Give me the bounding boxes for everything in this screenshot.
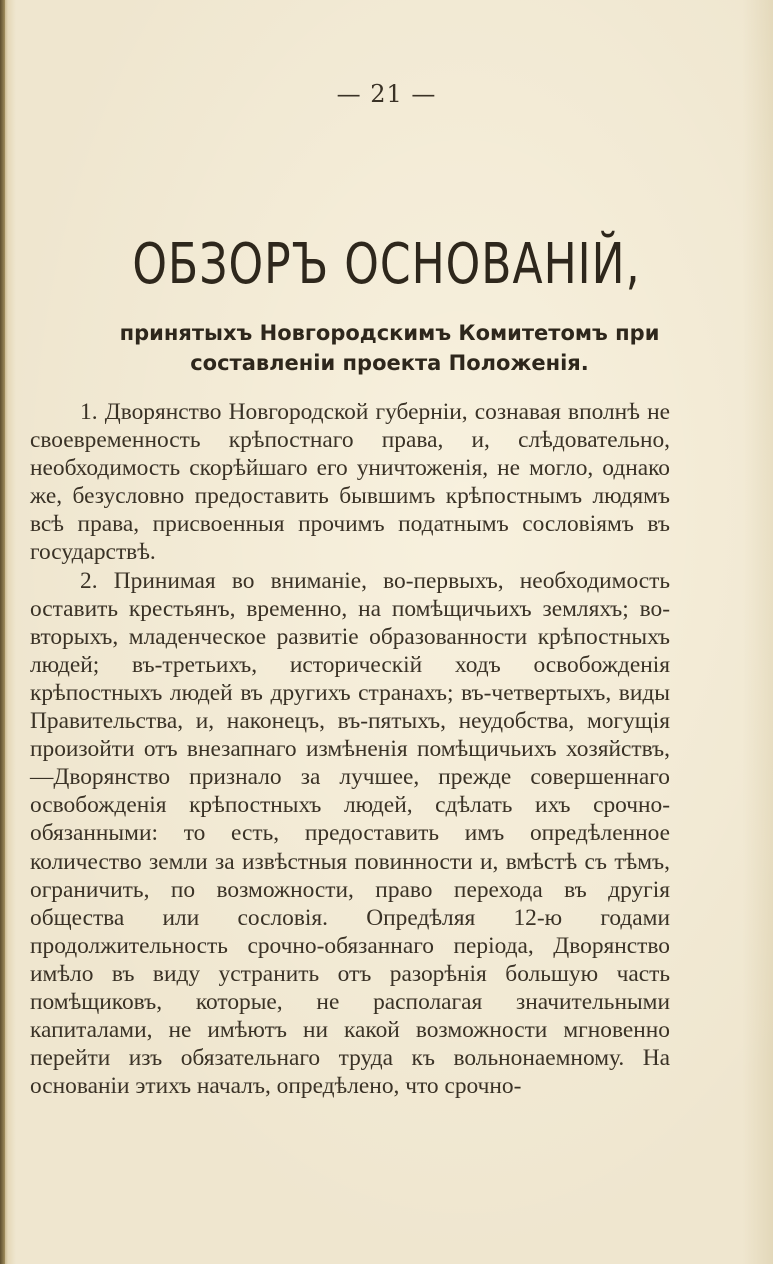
paragraph-1: 1. Дворянство Новгородской губерніи, сознавая вполнѣ не своевременность крѣпостнаго права, и, слѣдовательно, необходимость скорѣйшаго его уничтоженія, не могло, однако же, безусловно предоставить бывшимъ крѣпостнымъ людямъ всѣ права, присвоенныя прочимъ податнымъ сословіямъ въ государствѣ. <box>30 399 670 566</box>
body-text <box>30 398 670 1100</box>
page-number: — 21 — <box>336 80 437 108</box>
page-subtitle: принятыхъ Новгородскимъ Комитетомъ при составленіи проекта Положенія. <box>119 321 660 375</box>
page-title: ОБЗОРЪ ОСНОВАНІЙ, <box>132 232 641 298</box>
paragraph-2: 2. Принимая во вниманіе, во-первыхъ, необходимость оставить крестьянъ, временно, на помѣщичьихъ земляхъ; во-вторыхъ, младенческое развитіе образованности крѣпостныхъ людей; въ-третьихъ, историческій ходъ освобожденія крѣпостныхъ людей въ другихъ странахъ; въ-четвертыхъ, виды Правительства, и, наконецъ, въ-пятыхъ, неудобства, могущія произойти отъ внезапнаго измѣненія помѣщичьихъ хозяйствъ,—Дворянство признало за лучшее, прежде совершеннаго освобожденія крѣпостныхъ людей, сдѣлать ихъ срочно-обязанными: то есть, предоставить имъ опредѣленное количество земли за извѣстныя повинности и, вмѣстѣ съ тѣмъ, ограничить, по возможности, право перехода въ другія общества или сословія. Опредѣляя 12-ю годами продолжительность срочно-обязаннаго періода, Дворянство имѣло въ виду устранить отъ разорѣнія большую часть помѣщиковъ, которые, не располагая значительными капиталами, не имѣютъ ни какой возможности мгновенно перейти изъ обязательнаго труда къ вольнонаемному. На основаніи этихъ началъ, опредѣлено, что срочно- <box>30 567 670 1100</box>
binding-edge <box>0 0 5 1264</box>
